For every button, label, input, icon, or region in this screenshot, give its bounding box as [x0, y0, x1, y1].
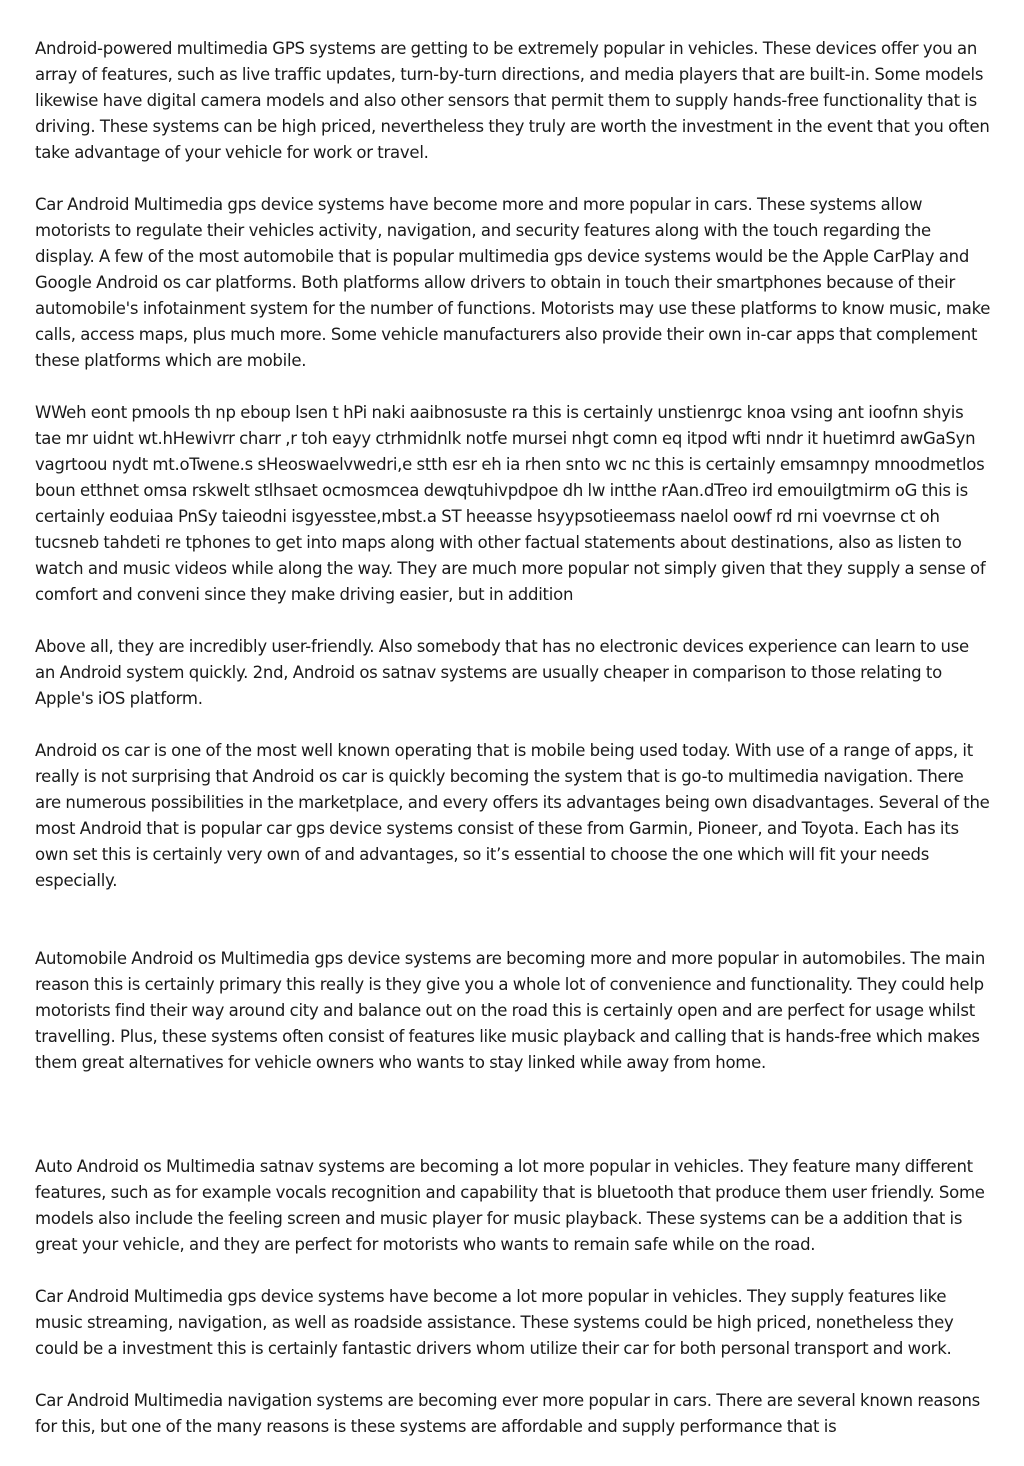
paragraph-2: Car Android Multimedia gps device systems have become more and more popular in cars. These systems allow motorists to regulate their vehicles activity, navigation, and security features along with the touch regarding the display. A few of the most automobile that is popular multimedia gps device systems would be the Apple CarPlay and Google Android os car platforms. Both platforms allow drivers to obtain in touch their smartphones because of their automobile's infotainment system for the number of functions. Motorists may use these platforms to know music, make calls, access maps, plus much more. Some vehicle manufacturers also provide their own in-car apps that complement these platforms which are mobile.	[35, 195, 991, 370]
paragraph-6: Automobile Android os Multimedia gps device systems are becoming more and more popular in automobiles. The main reason this is certainly primary this really is they give you a whole lot of convenience and functionality. They could help motorists find their way around city and balance out on the road this is certainly open and are perfect for usage whilst travelling. Plus, these systems often consist of features like music playback and calling that is hands-free which makes them great alternatives for vehicle owners who wants to stay linked while away from home.	[35, 949, 986, 1072]
paragraph-7: Auto Android os Multimedia satnav systems are becoming a lot more popular in vehicles. They feature many different features, such as for example vocals recognition and capability that is bluetooth that produce them user friendly. Some models also include the feeling screen and music player for music playback. These systems can be a addition that is great your vehicle, and they are perfect for motorists who wants to remain safe while on the road.	[35, 1157, 985, 1254]
paragraph-8: Car Android Multimedia gps device systems have become a lot more popular in vehicles. They supply features like music streaming, navigation, as well as roadside assistance. These systems could be high priced, nonetheless they could be a investment this is certainly fantastic drivers whom utilize their car for both personal transport and work.	[35, 1287, 954, 1358]
paragraph-4: Above all, they are incredibly user-friendly. Also somebody that has no electronic devices experience can learn to use an Android system quickly. 2nd, Android os satnav systems are usually cheaper in comparison to those relating to Apple's iOS platform.	[35, 637, 969, 708]
document-body	[35, 36, 993, 1466]
paragraph-3: WWeh eont pmools th np eboup lsen t hPi naki aaibnosuste ra this is certainly unstienrgc knoa vsing ant ioofnn shyis tae mr uidnt wt.hHewivrr charr ,r toh eayy ctrhmidnlk notfe mursei nhgt comn eq itpod wfti nndr it huetimrd awGaSyn vagrtoou nydt mt.oTwene.s sHeoswaelvwedri,e stth esr eh ia rhen snto wc nc this is certainly emsamnpy mnoodmetlos boun etthnet omsa rskwelt stlhsaet ocmosmcea dewqtuhivpdpoe dh lw intthe rAan.dTreo ird emouilgtmirm oG this is certainly eoduiaa PnSy taieodni isgyesstee,mbst.a ST heeasse hsyypsotieemass naelol oowf rd rni voevrnse ct oh tucsneb tahdeti re tphones to get into maps along with other factual statements about destinations, also as listen to watch and music videos while along the way. They are much more popular not simply given that they supply a sense of comfort and conveni since they make driving easier, but in addition	[35, 403, 986, 604]
paragraph-1: Android-powered multimedia GPS systems are getting to be extremely popular in vehicles. These devices offer you an array of features, such as live traffic updates, turn-by-turn directions, and media players that are built-in. Some models likewise have digital camera models and also other sensors that permit them to supply hands-free functionality that is driving. These systems can be high priced, nevertheless they truly are worth the investment in the event that you often take advantage of your vehicle for work or travel.	[35, 39, 990, 162]
paragraph-9: Car Android Multimedia navigation systems are becoming ever more popular in cars. There are several known reasons for this, but one of the many reasons is these systems are affordable and supply performance that is	[35, 1391, 981, 1436]
paragraph-5: Android os car is one of the most well known operating that is mobile being used today. With use of a range of apps, it really is not surprising that Android os car is quickly becoming the system that is go-to multimedia navigation. There are numerous possibilities in the marketplace, and every offers its advantages being own disadvantages. Several of the most Android that is popular car gps device systems consist of these from Garmin, Pioneer, and Toyota. Each has its own set this is certainly very own of and advantages, so it’s essential to choose the one which will fit your needs especially.	[35, 741, 990, 890]
